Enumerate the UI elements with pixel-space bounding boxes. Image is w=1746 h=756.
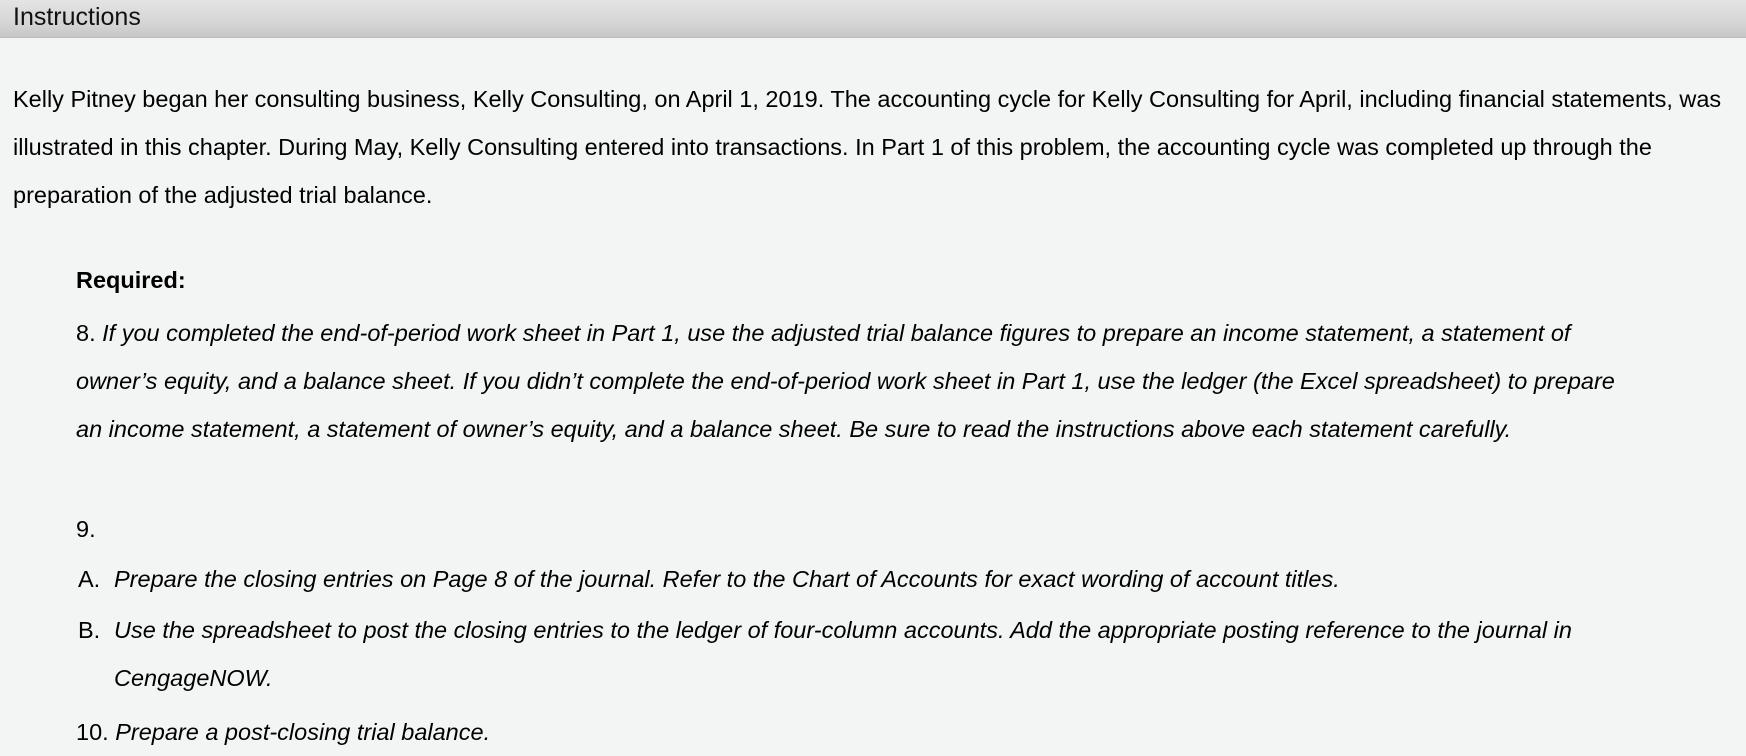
- step-number: 10.: [76, 719, 109, 745]
- subitem-letter: B.: [78, 617, 101, 643]
- step-8: [76, 309, 1636, 453]
- step-10: [76, 708, 490, 756]
- step-9: [76, 505, 96, 553]
- step-9-subitem-a: [78, 555, 1638, 603]
- header-title: Instructions: [13, 3, 141, 31]
- step-number: 8.: [76, 320, 96, 346]
- subitem-letter: A.: [78, 566, 101, 592]
- step-text: If you completed the end-of-period work sheet in Part 1, use the adjusted trial balance figures to prepare an income statement, a statement of owner’s equity, and a balance sheet. If you didn’t complete the end-of-period work sheet in Part 1, use the ledger (the Excel spreadsheet) to prepare an income statement, a statement of owner’s equity, and a balance sheet. Be sure to read the instructions above each statement carefully.: [76, 320, 1615, 442]
- step-9-subitem-b: [78, 606, 1638, 702]
- subitem-text: Use the spreadsheet to post the closing entries to the ledger of four-column accounts. Add the appropriate posting reference to the journal in CengageNOW.: [114, 617, 1572, 691]
- step-number: 9.: [76, 516, 96, 542]
- intro-paragraph: Kelly Pitney began her consulting business, Kelly Consulting, on April 1, 2019. The accounting cycle for Kelly Consulting for April, including financial statements, was illustrated in this chapter. During May, Kelly Consulting entered into transactions. In Part 1 of this problem, the accounting cycle was completed up through the preparation of the adjusted trial balance.: [13, 86, 1722, 208]
- instructions-header-bar: [0, 0, 1746, 38]
- subitem-text: Prepare the closing entries on Page 8 of the journal. Refer to the Chart of Accounts for exact wording of account titles.: [114, 566, 1340, 592]
- step-text: Prepare a post-closing trial balance.: [115, 719, 491, 745]
- required-heading: Required:: [76, 267, 186, 293]
